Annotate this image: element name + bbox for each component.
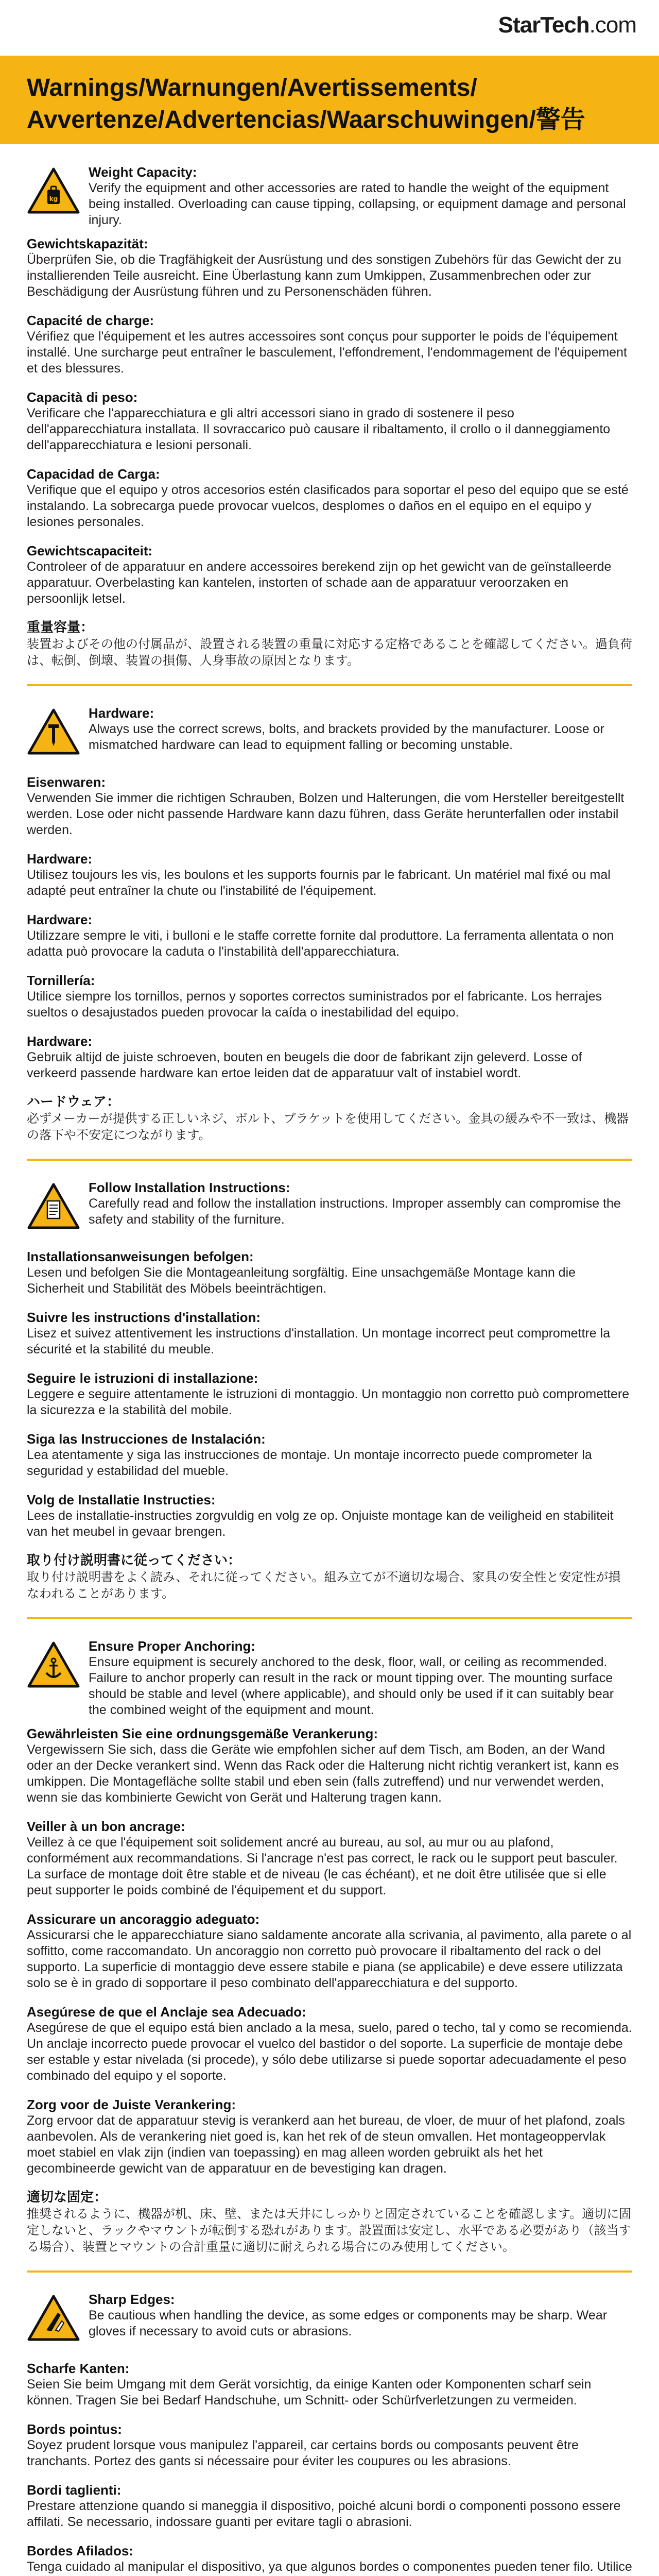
translation-entry bbox=[27, 1492, 632, 1540]
translation-entry bbox=[27, 466, 632, 530]
translation-title: Eisenwaren: bbox=[27, 774, 106, 790]
translation-body: Überprüfen Sie, ob die Tragfähigkeit der Ausrüstung und des sonstigen Zubehörs für das Gewicht der zu installierenden Teile ausreicht. Eine Überlastung kann zum Umkippen, Zusammenbrechen oder zur Beschädigung der Ausrüstung führen und zu Personenschäden führen. bbox=[27, 252, 621, 299]
translation-body: Veillez à ce que l'équipement soit solidement ancré au bureau, au sol, au mur ou au plafond, conformément aux recommandations. Si l'ancrage n'est pas correct, le rack ou le support peut basculer. La surface de montage doit être stable et de niveau (le cas échéant), et ne doit être utilisée que si elle peut supporter le poids combiné de l'équipement et du support. bbox=[27, 1835, 618, 1897]
section-body: Carefully read and follow the installation instructions. Improper assembly can compromise the safety and stability of the furniture. bbox=[89, 1196, 621, 1227]
translation-title: Installationsanweisungen befolgen: bbox=[27, 1249, 254, 1264]
translation-body: Controleer of de apparatuur en andere accessoires berekend zijn op het gewicht van de geïnstalleerde apparatuur. Overbelasting kan kantelen, instorten of schade aan de apparatuur veroorzaken en persoonlijk letsel. bbox=[27, 560, 612, 606]
translation-body: Asegúrese de que el equipo está bien anclado a la mesa, suelo, pared o techo, tal y como se recomienda. Un anclaje incorrecto puede provocar el vuelco del bastidor o del soporte. La superficie de montaje debe ser estable y estar nivelada (si procede), y sólo debe utilizarse si puede soportar adecuadamente el peso combinado del equipo y el soporte. bbox=[27, 2021, 632, 2083]
translation-body: Leggere e seguire attentamente le istruzioni di montaggio. Un montaggio non corretto può compromettere la sicurezza e la stabilità del mobile. bbox=[27, 1387, 630, 1417]
translation-entry bbox=[27, 1552, 632, 1602]
section-body: Ensure equipment is securely anchored to the desk, floor, wall, or ceiling as recommended. Failure to anchor properly can result in the rack or mount tipping over. The mounting surface should be stable and level (where applicable), and should only be used if it can suitably bear the combined weight of the equipment and mount. bbox=[89, 1655, 614, 1717]
installation-instructions-icon bbox=[27, 1182, 80, 1230]
title-line-1: Warnings/Warnungen/Avertissements/ bbox=[27, 74, 477, 101]
translation-entry bbox=[27, 312, 632, 377]
translation-body: Lesen und befolgen Sie die Montageanleitung sorgfältig. Eine unsachgemäße Montage kann die Sicherheit und Stabilität des Möbels beeinträchtigen. bbox=[27, 1265, 576, 1296]
section-header bbox=[27, 164, 632, 228]
translation-body: Lees de installatie-instructies zorgvuldig en volg ze op. Onjuiste montage kan de veiligheid en stabiliteit van het meubel in gevaar brengen. bbox=[27, 1509, 614, 1539]
translation-entry bbox=[27, 2189, 632, 2255]
translation-entry bbox=[27, 1033, 632, 1081]
translation-body: Utilizzare sempre le viti, i bulloni e le staffe corrette fornite dal produttore. La ferramenta allentata o non adatta può provocare la caduta o l'instabilità dell'apparecchiatura. bbox=[27, 928, 614, 959]
translation-entry bbox=[27, 1431, 632, 1479]
section-divider bbox=[27, 684, 632, 686]
translation-body: 取り付け説明書をよく読み、それに従ってください。組み立てが不適切な場合、家具の安全性と安定性が損なわれることがあります。 bbox=[27, 1570, 621, 1601]
translation-body: Vérifiez que l'équipement et les autres accessoires sont conçus pour supporter le poids de l'équipement installé. Une surcharge peut entraîner le basculement, l'effondrement, l'endommagement de l'équipement et des blessures. bbox=[27, 329, 627, 376]
translation-body: Verificare che l'apparecchiatura e gli altri accessori siano in grado di sostenere il peso dell'apparecchiatura installata. Il sovraccarico può causare il ribaltamento, il crollo o il danneggiamento dell'apparecchiatura e lesioni personali. bbox=[27, 406, 611, 452]
translation-title: Suivre les instructions d'installation: bbox=[27, 1310, 261, 1325]
translation-title: Bordes Afilados: bbox=[27, 2543, 134, 2558]
translation-entry bbox=[27, 911, 632, 960]
translation-entry bbox=[27, 2360, 632, 2409]
section-body: Always use the correct screws, bolts, and brackets provided by the manufacturer. Loose or mismatched hardware can lead to equipment falling or becoming unstable. bbox=[89, 722, 604, 752]
translation-title: Volg de Installatie Instructies: bbox=[27, 1492, 216, 1507]
translation-title: Asegúrese de que el Anclaje sea Adecuado: bbox=[27, 2004, 306, 2020]
title-line-2: Avvertenze/Advertencias/Waarschuwingen/警告 bbox=[27, 106, 585, 133]
anchoring-warning-icon bbox=[27, 1641, 80, 1688]
page-title bbox=[27, 72, 632, 136]
translation-title: Tornillería: bbox=[27, 973, 95, 988]
translation-entry bbox=[27, 235, 632, 300]
translation-entry bbox=[27, 1309, 632, 1358]
translation-title: Bords pointus: bbox=[27, 2421, 122, 2437]
translation-title: Veiller à un bon ancrage: bbox=[27, 1819, 185, 1834]
translation-entry bbox=[27, 389, 632, 453]
svg-text:kg: kg bbox=[49, 195, 58, 202]
translation-entry bbox=[27, 972, 632, 1021]
hardware-warning-icon bbox=[27, 708, 80, 755]
translation-entry bbox=[27, 1725, 632, 1806]
translation-title: 取り付け説明書に従ってください： bbox=[27, 1553, 241, 1568]
translation-title: Capacità di peso: bbox=[27, 389, 138, 405]
translation-title: Hardware: bbox=[27, 912, 93, 927]
translation-body: Zorg ervoor dat de apparatuur stevig is verankerd aan het bureau, de vloer, de muur of het plafond, zoals aanbevolen. Als de verankering niet goed is, kan het rek of de steun omvallen. Het montageoppervlak moet stabiel en vlak zijn (indien van toepassing) en mag alleen worden gebruikt als het het gecombineerde gewicht van de apparatuur en de bevestiging kan dragen. bbox=[27, 2113, 625, 2176]
section-header bbox=[27, 1638, 632, 1718]
translation-body: Verwenden Sie immer die richtigen Schrauben, Bolzen und Halterungen, die vom Hersteller bereitgestellt werden. Lose oder nicht passende Hardware kann dazu führen, dass Geräte herunterfallen oder instabil werden. bbox=[27, 791, 625, 837]
translation-entry bbox=[27, 2543, 632, 2576]
translation-entry bbox=[27, 1370, 632, 1418]
translation-title: ハードウェア： bbox=[27, 1094, 120, 1110]
translation-title: Gewichtskapazität: bbox=[27, 236, 148, 251]
translation-entry bbox=[27, 774, 632, 838]
section-title: Follow Installation Instructions: bbox=[89, 1180, 290, 1195]
translation-entry bbox=[27, 2096, 632, 2177]
translation-title: 適切な固定： bbox=[27, 2190, 108, 2205]
translation-title: Seguire le istruzioni di installazione: bbox=[27, 1370, 258, 1386]
section-divider bbox=[27, 1159, 632, 1161]
translation-title: Zorg voor de Juiste Verankering: bbox=[27, 2097, 236, 2112]
page-header bbox=[0, 0, 659, 52]
section-header bbox=[27, 705, 632, 767]
translation-body: Seien Sie beim Umgang mit dem Gerät vorsichtig, da einige Kanten oder Komponenten scharf sein können. Tragen Sie bei Bedarf Handschuhe, um Schnitt- oder Schürfverletzungen zu vermeiden. bbox=[27, 2377, 592, 2408]
translation-title: Gewichtscapaciteit: bbox=[27, 543, 153, 558]
translation-body: Soyez prudent lorsque vous manipulez l'appareil, car certains bords ou composants peuvent être tranchants. Portez des gants si nécessaire pour éviter les coupures ou les abrasions. bbox=[27, 2438, 579, 2468]
section-body: Verify the equipment and other accessories are rated to handle the weight of the equipment being installed. Overloading can cause tipping, collapsing, or equipment damage and personal injury. bbox=[89, 181, 626, 227]
translation-entry bbox=[27, 1818, 632, 1899]
sharp-edges-warning-icon bbox=[27, 2294, 80, 2342]
translation-entry bbox=[27, 851, 632, 899]
translation-body: Tenga cuidado al manipular el dispositivo, ya que algunos bordes o componentes pueden tener filo. Utilice bbox=[27, 2560, 632, 2574]
warning-section bbox=[27, 164, 632, 669]
translation-title: Siga las Instrucciones de Instalación: bbox=[27, 1431, 266, 1447]
section-divider bbox=[27, 1617, 632, 1619]
section-title: Hardware: bbox=[89, 705, 154, 721]
translation-title: Capacité de charge: bbox=[27, 313, 154, 328]
warnings-content bbox=[27, 164, 632, 2576]
translation-body: Vergewissern Sie sich, dass die Geräte wie empfohlen sicher auf dem Tisch, am Boden, an der Wand oder an der Decke verankert sind. Wenn das Rack oder die Halterung nicht richtig verankert ist, kann es umkippen. Die Montagefläche sollte stabil und eben sein (falls zutreffend) und nur verwendet werden, wenn sie das kombinierte Gewicht von Gerät und Halterung tragen kann. bbox=[27, 1742, 619, 1805]
translation-title: Assicurare un ancoraggio adeguato: bbox=[27, 1911, 260, 1927]
translation-body: Utilice siempre los tornillos, pernos y soportes correctos suministrados por el fabricante. Los herrajes sueltos o desajustados pueden provocar la caída o inestabilidad del equipo. bbox=[27, 989, 602, 1020]
warnings-banner bbox=[0, 56, 659, 144]
warning-section bbox=[27, 1638, 632, 2255]
translation-body: Lea atentamente y siga las instrucciones de montaje. Un montaje incorrecto puede comprometer la seguridad y estabilidad del mueble. bbox=[27, 1448, 592, 1478]
translation-body: Assicurarsi che le apparecchiature siano saldamente ancorate alla scrivania, al pavimento, alla parete o al soffitto, come raccomandato. Un ancoraggio non corretto può provocare il ribaltamento del rack o del supporto. La superficie di montaggio deve essere stabile e piana (se applicabile) e deve essere utilizzata solo se è in grado di sopportare il peso combinato dell'apparecchiatura e del supporto. bbox=[27, 1928, 632, 1990]
translation-title: 重量容量： bbox=[27, 620, 94, 635]
section-title: Sharp Edges: bbox=[89, 2292, 175, 2307]
section-body: Be cautious when handling the device, as some edges or components may be sharp. Wear gloves if necessary to avoid cuts or abrasions. bbox=[89, 2308, 608, 2338]
translation-entry bbox=[27, 1248, 632, 1297]
translation-entry bbox=[27, 619, 632, 669]
translation-entry bbox=[27, 2004, 632, 2084]
translation-body: Utilisez toujours les vis, les boulons et les supports fournis par le fabricant. Un matériel mal fixé ou mal adapté peut entraîner la chute ou l'instabilité de l'équipement. bbox=[27, 868, 611, 898]
translation-body: Lisez et suivez attentivement les instructions d'installation. Un montage incorrect peut compromettre la sécurité et la stabilité du meuble. bbox=[27, 1326, 611, 1357]
translation-body: 装置およびその他の付属品が、設置される装置の重量に対応する定格であることを確認してください。過負荷は、転倒、倒壊、装置の損傷、人身事故の原因となります。 bbox=[27, 637, 632, 668]
translation-title: Capacidad de Carga: bbox=[27, 466, 160, 482]
section-title: Ensure Proper Anchoring: bbox=[89, 1638, 256, 1654]
section-divider bbox=[27, 2270, 632, 2273]
translation-title: Scharfe Kanten: bbox=[27, 2361, 130, 2376]
startech-logo bbox=[498, 12, 636, 38]
section-header bbox=[27, 1179, 632, 1241]
translation-body: Verifique que el equipo y otros accesorios estén clasificados para soportar el peso del equipo que se esté instalando. La sobrecarga puede provocar vuelcos, desplomes o daños en el equipo en el equipo y lesiones personales. bbox=[27, 483, 629, 529]
weight-warning-icon bbox=[27, 167, 80, 214]
warning-section bbox=[27, 1179, 632, 1602]
translation-entry bbox=[27, 1911, 632, 1991]
translation-body: 推奨されるように、機器が机、床、壁、または天井にしっかりと固定されていることを確認します。適切に固定しないと、ラックやマウントが転倒する恐れがあります。設置面は安定し、水平である必要があり（該当する場合）、装置とマウントの合計重量に適切に耐えられる場合にのみ使用してください。 bbox=[27, 2207, 632, 2254]
translation-entry bbox=[27, 2482, 632, 2530]
translation-entry bbox=[27, 2421, 632, 2469]
warning-section bbox=[27, 2291, 632, 2576]
translation-entry bbox=[27, 1094, 632, 1143]
translation-title: Gewährleisten Sie eine ordnungsgemäße Verankerung: bbox=[27, 1726, 378, 1741]
translation-body: Gebruik altijd de juiste schroeven, bouten en beugels die door de fabrikant zijn geleverd. Losse of verkeerd passende hardware kan ertoe leiden dat de apparatuur valt of instabiel wordt. bbox=[27, 1050, 582, 1080]
translation-title: Hardware: bbox=[27, 851, 93, 867]
section-header bbox=[27, 2291, 632, 2353]
translation-body: 必ずメーカーが提供する正しいネジ、ボルト、ブラケットを使用してください。金具の緩みや不一致は、機器の落下や不安定につながります。 bbox=[27, 1111, 629, 1142]
translation-body: Prestare attenzione quando si maneggia il dispositivo, poiché alcuni bordi o componenti possono essere affilati. Se necessario, indossare guanti per evitare tagli o abrasioni. bbox=[27, 2499, 621, 2529]
translation-title: Hardware: bbox=[27, 1033, 93, 1049]
translation-entry bbox=[27, 543, 632, 607]
translation-title: Bordi taglienti: bbox=[27, 2482, 122, 2498]
logo-suffix: .com bbox=[589, 12, 636, 38]
warning-section bbox=[27, 705, 632, 1143]
logo-main: StarTech bbox=[498, 12, 589, 38]
section-title: Weight Capacity: bbox=[89, 164, 197, 180]
